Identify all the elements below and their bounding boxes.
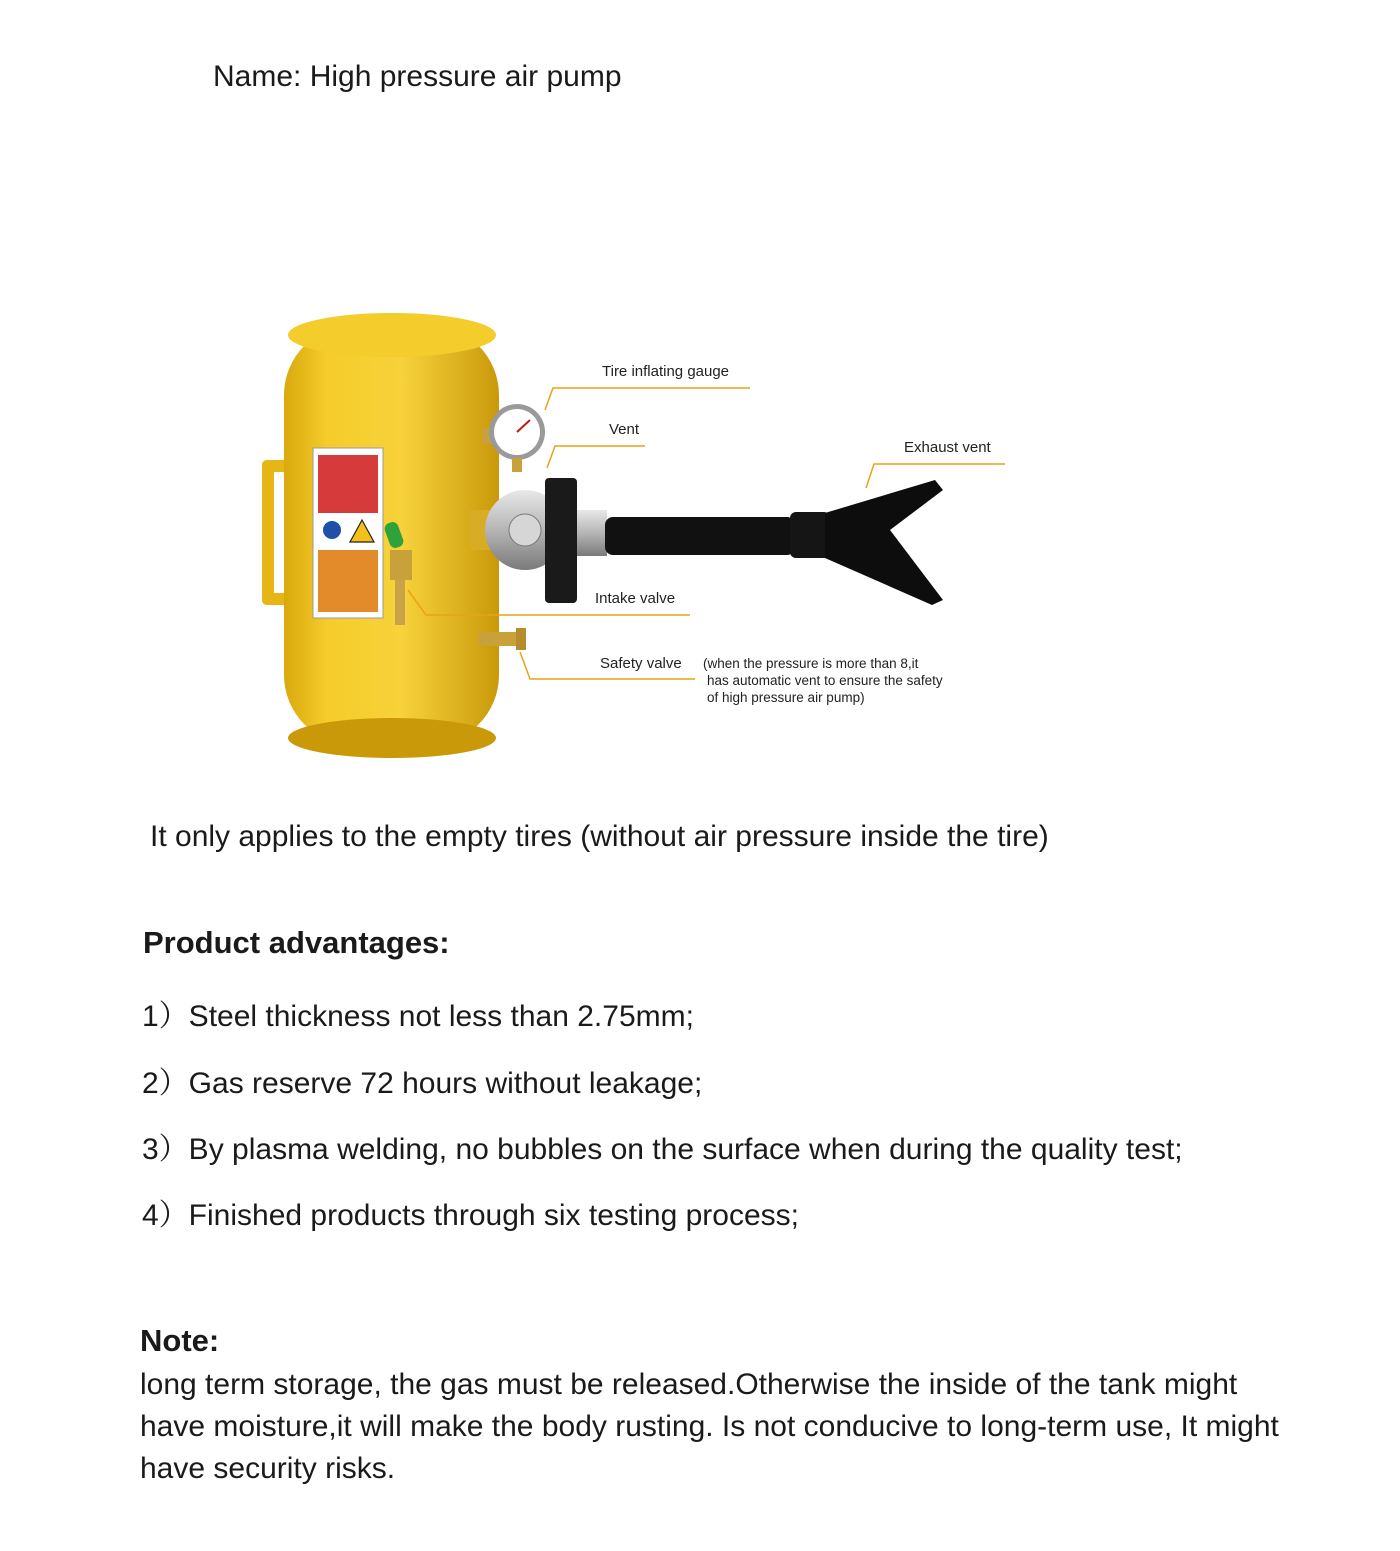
applies-statement: It only applies to the empty tires (without air pressure inside the tire)	[150, 820, 1049, 853]
callout-line-vent	[547, 446, 645, 468]
advantage-item: 2）Gas reserve 72 hours without leakage;	[142, 1067, 703, 1100]
advantage-item: 4）Finished products through six testing process;	[142, 1199, 799, 1232]
advantage-item: 3）By plasma welding, no bubbles on the surface when during the quality test;	[142, 1133, 1183, 1166]
callout-gauge: Tire inflating gauge	[602, 363, 730, 380]
note-body: long term storage, the gas must be released.Otherwise the inside of the tank might have moisture,it will make the body rusting. Is not conducive to long-term use, It might have security risks.	[140, 1368, 1279, 1485]
callout-line-gauge	[545, 388, 750, 410]
callout-safety: Safety valve	[600, 655, 682, 672]
warning-label	[313, 448, 383, 618]
safety-note-line: (when the pressure is more than 8,it	[703, 656, 919, 671]
safety-note	[703, 655, 943, 706]
advantages-title: Product advantages:	[143, 925, 450, 960]
page-title: Name: High pressure air pump	[213, 60, 622, 93]
advantage-item: 1）Steel thickness not less than 2.75mm;	[142, 1000, 694, 1033]
exhaust-pipe	[605, 480, 943, 605]
note-title: Note:	[140, 1323, 220, 1358]
callout-vent: Vent	[609, 421, 640, 438]
safety-note-line: of high pressure air pump)	[707, 690, 865, 705]
callout-exhaust: Exhaust vent	[904, 439, 991, 456]
callout-intake: Intake valve	[595, 590, 676, 607]
safety-note-line: has automatic vent to ensure the safety	[707, 673, 943, 688]
